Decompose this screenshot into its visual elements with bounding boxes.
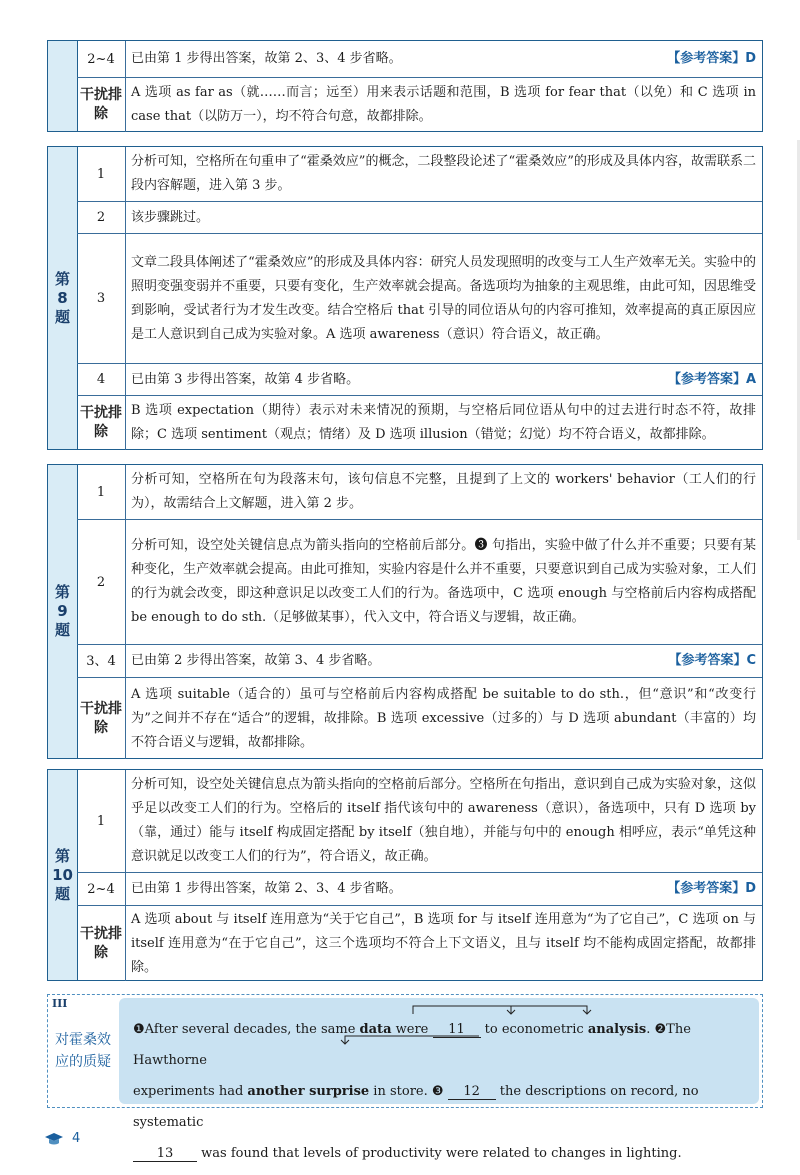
passage-line-3: 13 was found that levels of productivity were related to changes in lighting. — [133, 1138, 745, 1169]
distractor-text: A 选项 suitable（适合的）虽可与空格前后内容构成搭配 be suitable to do sth.，但“意识”和“改变行为”之间并不存在“适合”的逻辑，故排除。B 选项 excessive（过多的）与 D 选项 abundant（丰富的）均不符合语义与逻辑，故都排除。 — [131, 686, 756, 750]
step-row — [77, 465, 762, 520]
passage-panel — [119, 998, 759, 1161]
distractor-label: 干扰排除 — [77, 78, 126, 132]
distractor-text: B 选项 expectation（期待）表示对未来情况的预期，与空格后同位语从句中的过去进行时态不符，故排除；C 选项 sentiment（观点；情绪）及 D 选项 illusion（错觉；幻觉）均不符合语义，故都排除。 — [131, 403, 756, 442]
passage-line-2: experiments had another surprise in store. ❸ 12 the descriptions on record, no systematic — [133, 1084, 699, 1130]
step-row — [77, 364, 762, 396]
blank-13: 13 — [133, 1146, 197, 1162]
step-number: 1 — [77, 465, 126, 519]
question-9-block — [47, 464, 763, 759]
distractor-label: 干扰排除 — [77, 906, 126, 981]
question-8-block — [47, 146, 763, 450]
step-number: 3、4 — [77, 645, 126, 677]
question-9-label: 第9题 — [48, 465, 78, 758]
step-text: 已由第 2 步得出答案，故第 3、4 步省略。 — [131, 653, 381, 668]
question-10-label: 第10题 — [48, 770, 78, 980]
section-3-block — [47, 994, 763, 1161]
distractor-row — [77, 678, 762, 759]
blank-11: 11 — [433, 1022, 481, 1038]
step-number: 1 — [77, 147, 126, 201]
step-text: 已由第 1 步得出答案，故第 2、3、4 步省略。 — [131, 51, 402, 66]
step-text: 分析可知，设空处关键信息点为箭头指向的空格前后部分。❸ 句指出，实验中做了什么并不重要；只要有某种变化，生产效率就会提高。由此可推知，实验内容是什么并不重要，只要意识到自己成为实验对象，工人们的行为就会改变，即这种意识足以改变工人们的行为。备选项中，C 选项 enough 与空格前后内容构成搭配 be enough to do sth.（足够做某事），代入文中，符合语义与逻辑，故正确。 — [131, 538, 756, 625]
section-3-label — [48, 995, 118, 1107]
step-row — [77, 234, 762, 364]
reference-answer: 【参考答案】A — [667, 371, 756, 387]
reference-answer: 【参考答案】D — [667, 51, 756, 66]
step-number: 1 — [77, 770, 126, 872]
distractor-row — [77, 78, 762, 132]
section-title: 对霍桑效应的质疑 — [55, 1032, 111, 1070]
step-row — [77, 645, 762, 678]
step-number: 4 — [77, 364, 126, 395]
step-row — [77, 520, 762, 645]
step-text: 分析可知，空格所在句为段落末句，该句信息不完整，且提到了上文的 workers' behavior（工人们的行为），故需结合上文解题，进入第 2 步。 — [131, 472, 756, 511]
page-footer — [44, 1131, 80, 1146]
distractor-row — [77, 396, 762, 450]
distractor-label: 干扰排除 — [77, 678, 126, 759]
step-text: 分析可知，空格所在句重申了“霍桑效应”的概念，二段整段论述了“霍桑效应”的形成及具体内容，故需联系二段内容解题，进入第 3 步。 — [131, 154, 756, 193]
distractor-row — [77, 906, 762, 981]
step-row — [77, 41, 762, 78]
step-row — [77, 202, 762, 234]
passage-line-1: ❶After several decades, the same data were 11 to econometric analysis. ❷The Hawthorne — [133, 1022, 691, 1068]
step-text: 该步骤跳过。 — [131, 209, 210, 225]
question-10-block — [47, 769, 763, 981]
section-number: III — [52, 997, 68, 1010]
distractor-text: A 选项 as far as（就……而言；远至）用来表示话题和范围，B 选项 for fear that（以免）和 C 选项 in case that（以防万一），均不符合句意，故都排除。 — [131, 85, 756, 124]
step-text: 已由第 1 步得出答案，故第 2、3、4 步省略。 — [131, 881, 402, 896]
step-number: 2~4 — [77, 873, 126, 905]
step-number: 2~4 — [77, 41, 126, 77]
step-number: 2 — [77, 202, 126, 233]
step-number: 2 — [77, 520, 126, 644]
reference-answer: 【参考答案】C — [668, 653, 756, 668]
step-row — [77, 873, 762, 906]
step-text: 已由第 3 步得出答案，故第 4 步省略。 — [131, 371, 360, 387]
step-text: 文章二段具体阐述了“霍桑效应”的形成及具体内容：研究人员发现照明的改变与工人生产效率无关。实验中的照明变强变弱并不重要，只要有变化，生产效率就会提高。备选项均为抽象的主观思维，由此可知，因思维受到影响，受试者行为才发生改变。结合空格后 that 引导的同位语从句的内容可推知，效率提高的真正原因应是工人意识到自己成为实验对象。A 选项 awareness（意识）符合语义，故正确。 — [131, 254, 756, 342]
reference-answer: 【参考答案】D — [667, 881, 756, 896]
graduation-cap-icon — [44, 1132, 64, 1146]
step-row — [77, 770, 762, 873]
step-row — [77, 147, 762, 202]
blank-12: 12 — [448, 1084, 496, 1100]
question-label-blank — [48, 41, 78, 131]
q7-continuation-block — [47, 40, 763, 132]
distractor-text: A 选项 about 与 itself 连用意为“关于它自己”，B 选项 for 与 itself 连用意为“为了它自己”，C 选项 on 与 itself 连用意为“在于它自己”，这三个选项均不符合上下文语义，且与 itself 均不能构成固定搭配，故都排除。 — [131, 911, 756, 975]
question-8-label: 第8题 — [48, 147, 78, 449]
step-text: 分析可知，设空处关键信息点为箭头指向的空格前后部分。空格所在句指出，意识到自己成为实验对象，这似乎足以改变工人们的行为。空格后的 itself 指代该句中的 awareness（意识），备选项中，只有 D 选项 by（靠，通过）能与 itself 构成固定搭配 by itself（独自地），并能与句中的 enough 相呼应，表示“单凭这种意识就足以改变工人们的行为”，符合语义，故正确。 — [131, 777, 756, 864]
step-number: 3 — [77, 234, 126, 363]
distractor-label: 干扰排除 — [77, 396, 126, 450]
page-number: 4 — [72, 1131, 81, 1146]
